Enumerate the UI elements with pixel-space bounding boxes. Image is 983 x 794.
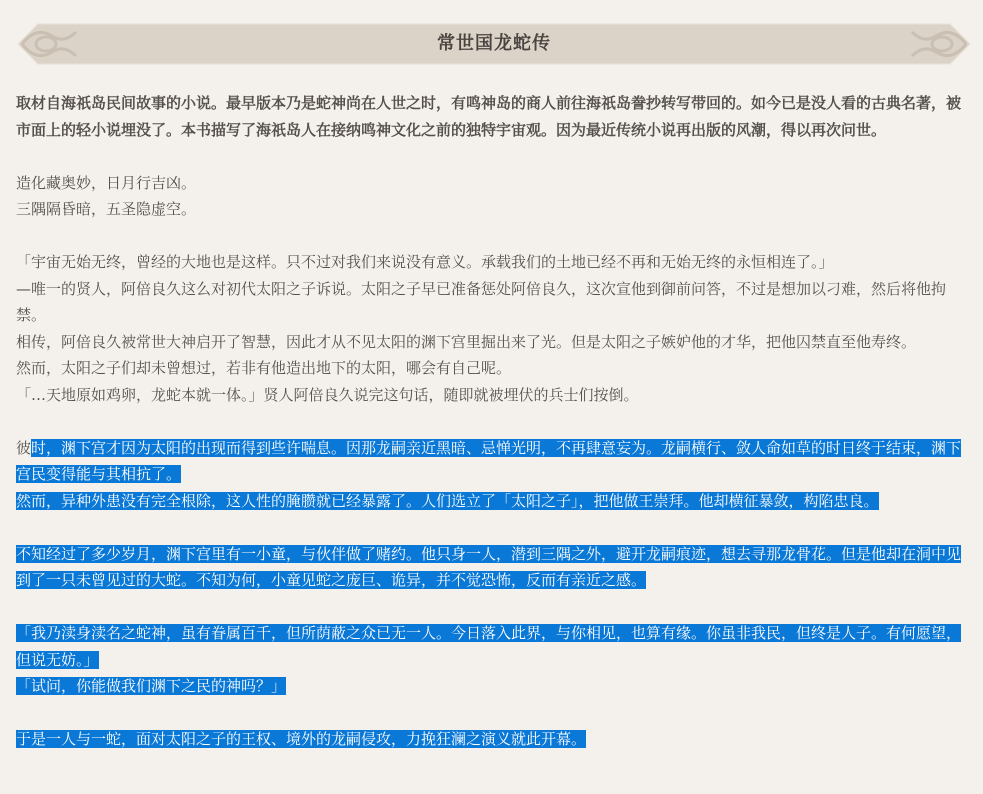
book-description: 取材自海祇岛民间故事的小说。最早版本乃是蛇神尚在人世之时，有鸣神岛的商人前往海祇岛誊抄转写带回的。如今已是没人看的古典名著，被市面上的轻小说埋没了。本书描写了海祇岛人在接纳鸣神文化之前的独特宇宙观。因为最近传统小说再出版的风潮，得以再次问世。 [16, 94, 962, 139]
book-content[interactable] [16, 90, 972, 753]
selected-text: 然而，异种外患没有完全根除，这人性的腌臜就已经暴露了。人们选立了「太阳之子」，把他做王崇拜。他却横征暴敛，构陷忠良。 [16, 491, 879, 510]
selected-text: 于是一人与一蛇，面对太阳之子的王权、境外的龙嗣侵攻，力挽狂澜之演义就此开幕。 [16, 730, 587, 748]
selected-text: 「我乃渎身渎名之蛇神，虽有眷属百千，但所荫蔽之众已无一人。今日落入此界，与你相见，也算有缘。你虽非我民，但终是人子。有何愿望，但说无妨。」 [16, 624, 962, 669]
story-line [16, 726, 972, 753]
story-line: 「宇宙无始无终，曾经的大地也是这样。只不过对我们来说没有意义。承载我们的土地已经不再和无始无终的永恒相连了。」 [16, 253, 834, 271]
poem-line: 三隅隔昏暗，五圣隐虚空。 [16, 200, 197, 218]
book-title: 常世国龙蛇传 [437, 33, 551, 54]
story-line [16, 488, 972, 515]
story-line [16, 435, 972, 488]
poem-line: 造化藏奥妙，日月行吉凶。 [16, 173, 197, 192]
selected-text: 不知经过了多少岁月，渊下宫里有一小童，与伙伴做了赌约。他只身一人，潜到三隅之外，避开龙嗣痕迹，想去寻那龙骨花。但是他却在洞中见到了一只未曾见过的大蛇。不知为何，小童见蛇之庞巨、诡异，并不觉恐怖，反而有亲近之感。 [16, 544, 962, 589]
story-line [16, 620, 972, 673]
story-line [16, 541, 972, 594]
unselected-text: 彼 [16, 438, 32, 457]
story-line: 然而，太阳之子们却未曾想过，若非有他造出地下的太阳，哪会有自己呢。 [16, 359, 512, 377]
book-title-bar [16, 22, 972, 66]
story-line: 「…天地原如鸡卵，龙蛇本就一体。」贤人阿倍良久说完这句话，随即就被埋伏的兵士们按倒。 [16, 385, 639, 404]
selected-text: 时，渊下宫才因为太阳的出现而得到些许喘息。因那龙嗣亲近黑暗、忌惮光明，不再肆意妄为。龙嗣横行、敛人命如草的时日终于结束，渊下宫民变得能与其相抗了。 [16, 438, 962, 483]
story-line: —唯一的贤人，阿倍良久这么对初代太阳之子诉说。太阳之子早已准备惩处阿倍良久，这次宣他到御前问答，不过是想加以刁难，然后将他拘禁。 [16, 279, 947, 324]
selected-text: 「试问，你能做我们渊下之民的神吗？」 [16, 677, 287, 695]
story-line: 相传，阿倍良久被常世大神启开了智慧，因此才从不见太阳的渊下宫里掘出来了光。但是太阳之子嫉妒他的才华，把他囚禁直至他寿终。 [16, 332, 917, 351]
story-line [16, 673, 972, 700]
